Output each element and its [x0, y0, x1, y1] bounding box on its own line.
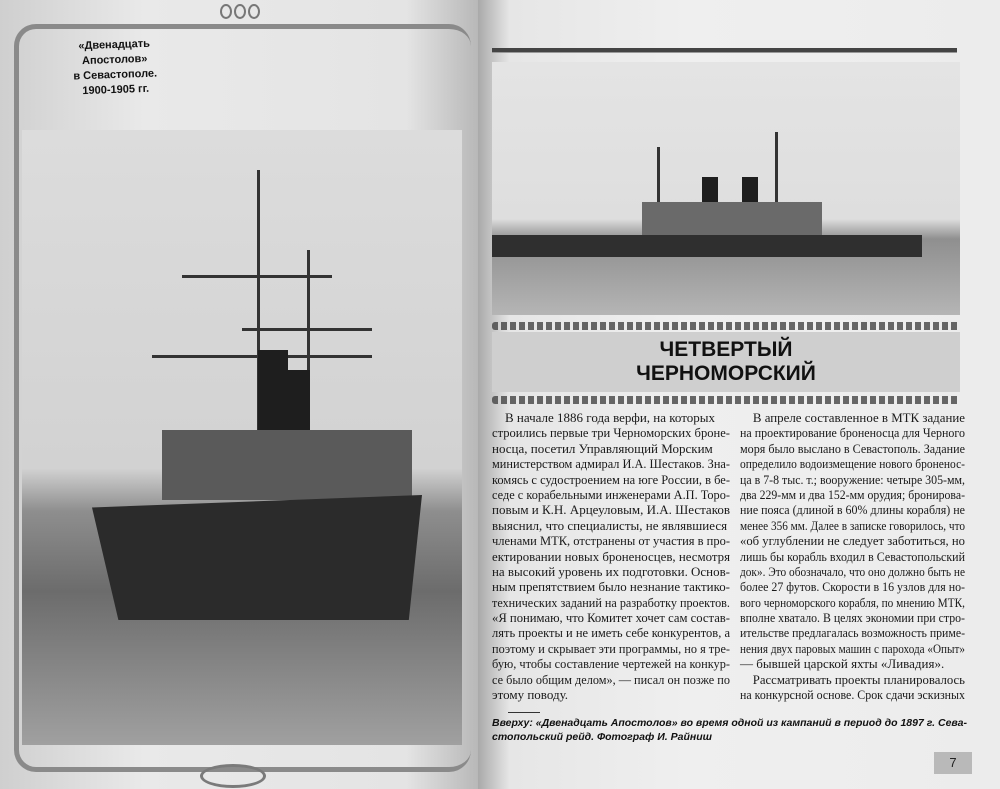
funnel	[258, 350, 288, 440]
text-line: членами МТК, отстранены от участия в про-	[492, 533, 730, 549]
text-line: В апреле составленное в МТК задание	[740, 410, 965, 425]
caption-rule	[508, 712, 540, 713]
text-line: повым и К.Н. Арцеуловым, И.А. Шестаков	[492, 502, 730, 518]
funnel	[702, 177, 718, 205]
text-column-1	[492, 410, 730, 702]
caption-line: «Двенадцать Апостолов»	[78, 37, 151, 68]
text-line: на проектирование броненосца для Черного	[740, 425, 966, 441]
battleship-photo-left	[22, 130, 462, 745]
text-line: — бывшей царской яхты «Ливадия».	[740, 656, 945, 672]
text-line: носца, посетил Управляющий Морским	[492, 440, 713, 456]
text-line: ца в 7-8 тыс. т.; вооружение: четыре 305-мм,	[740, 471, 965, 487]
ship-hull	[492, 235, 922, 257]
text-line: нения двух паровых машин с парохода «Опыт»	[740, 640, 966, 656]
photo-caption: Вверху: «Двенадцать Апостолов» во время одной из кампаний в период до 1897 г. Сева-стопольский рейд. Фотограф И. Райниш	[492, 717, 967, 743]
rope-knot-top	[220, 4, 260, 18]
text-line: ектировании новых броненосцев, несмотря	[492, 548, 731, 564]
text-line: ным препятствием было незнание тактико-	[492, 579, 731, 595]
text-line: строились первые три Черноморских броне-	[492, 425, 731, 441]
text-line: вого черноморского корабля, по мнению МТК,	[740, 594, 966, 610]
ship-hull	[92, 495, 422, 620]
superstructure	[162, 430, 412, 500]
text-line: выяснил, что специалисты, не являвшиеся	[492, 517, 728, 533]
text-line: министерством адмирал И.А. Шестаков. Зна-	[492, 456, 731, 472]
text-line: ительстве предлагалась возможность приме-	[740, 625, 966, 641]
left-page	[0, 0, 478, 789]
text-line: ние пояса (длиной в 60% длины корабля) не	[740, 502, 966, 518]
yard	[242, 328, 372, 331]
text-line: поэтому и скрывает эти программы, но я тре-	[492, 640, 730, 656]
text-line: док». Это обозначало, что оно должно быть не	[740, 563, 965, 579]
text-line: комясь с судостроением на юге России, в бе-	[492, 471, 730, 487]
text-line: моря было выслано в Севастополь. Задание	[740, 440, 965, 456]
chapter-title-line: ЧЕТВЕРТЫЙ	[659, 338, 793, 361]
text-line: технических заданий на разработку проектов.	[492, 594, 730, 610]
text-line: на высокий уровень их подготовки. Основ-	[492, 563, 731, 579]
text-line: лишь бы корабль входил в Севастопольский	[740, 548, 966, 564]
battleship-photo-right	[492, 62, 960, 315]
text-line: на конкурсной основе. Срок сдачи эскизных	[740, 687, 966, 703]
text-line: вполне хватало. В целях экономии при стро-	[740, 610, 965, 626]
text-line: В начале 1886 года верфи, на которых	[492, 410, 715, 425]
text-line: лять проекты и не иметь себе конкурентов, а	[492, 625, 730, 641]
rope-knot-bottom	[200, 764, 266, 788]
chain-divider-top	[492, 322, 960, 330]
text-line: «об углублении не следует заботиться, но	[740, 533, 965, 549]
caption-line: в Севастополе.	[73, 67, 158, 83]
left-photo-caption	[49, 36, 181, 101]
header-rule	[492, 48, 957, 53]
funnel	[742, 177, 758, 205]
page-number: 7	[934, 752, 972, 774]
text-column-2	[740, 410, 965, 702]
text-line: седе с корабельными инженерами А.П. Торо-	[492, 486, 731, 502]
text-line: «Я понимаю, что Комитет хочет сам состав-	[492, 610, 730, 626]
superstructure	[642, 202, 822, 236]
chapter-title-line: ЧЕРНОМОРСКИЙ	[636, 362, 816, 385]
text-line: бую, чтобы составление чертежей на конкур-	[492, 656, 730, 672]
chain-divider-bottom	[492, 396, 960, 404]
text-line: се было общим делом», — писал он позже по	[492, 671, 730, 687]
text-line: этому поводу.	[492, 687, 569, 703]
text-line: более 27 футов. Скорости в 16 узлов для но-	[740, 579, 966, 595]
text-line: определило водоизмещение нового броненос-	[740, 456, 965, 472]
text-line: менее 356 мм. Далее в записке говорилось, что	[740, 517, 965, 533]
text-line: Рассматривать проекты планировалось	[740, 671, 966, 687]
caption-line: 1900-1905 гг.	[82, 82, 150, 98]
chapter-title	[492, 332, 960, 392]
yard	[182, 275, 332, 278]
text-line: два 229-мм и два 152-мм орудия; бронирова-	[740, 486, 966, 502]
